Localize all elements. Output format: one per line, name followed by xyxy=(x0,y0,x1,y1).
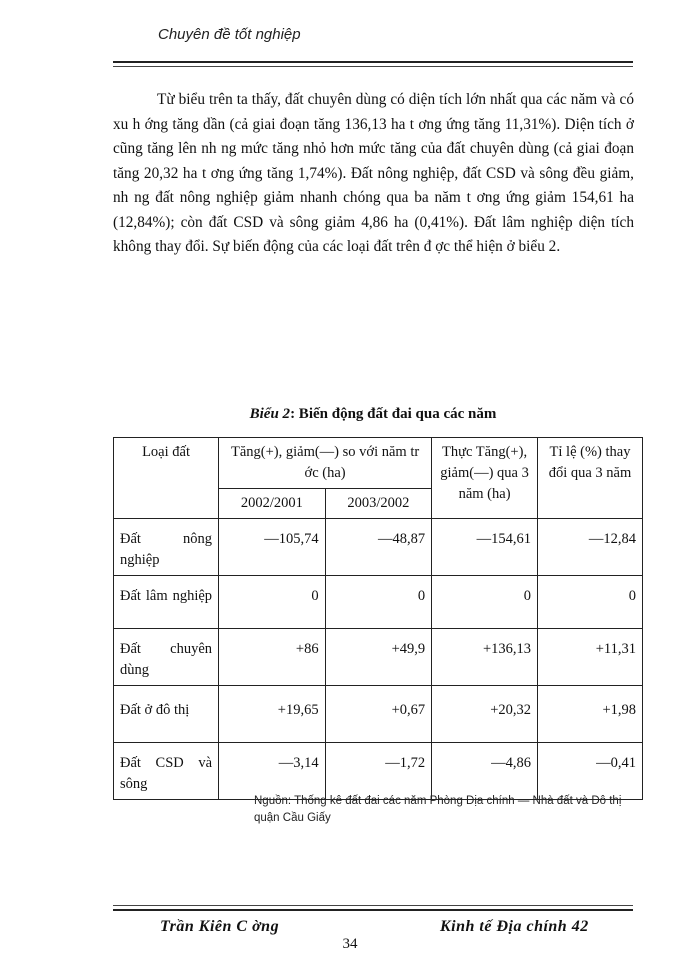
cell-y2: 0 xyxy=(325,576,432,629)
cell-total: +20,32 xyxy=(432,686,538,743)
cell-pct: +1,98 xyxy=(538,686,643,743)
source-note: Nguồn: Thống kê đất đai các năm Phòng Địa chính — Nhà đất và Đô thị quận Cầu Giấy xyxy=(254,795,622,824)
col-header-year1: 2002/2001 xyxy=(219,489,326,519)
table-row xyxy=(114,629,643,686)
cell-total: +136,13 xyxy=(432,629,538,686)
row-name: Đất CSD và sông xyxy=(114,743,219,800)
cell-y2: +49,9 xyxy=(325,629,432,686)
cell-y1: —105,74 xyxy=(219,519,326,576)
row-name: Đất ở đô thị xyxy=(114,686,219,743)
col-header-change-group: Tăng(+), giảm(—) so với năm tr ớc (ha) xyxy=(219,438,432,489)
table-row xyxy=(114,686,643,743)
cell-y2: +0,67 xyxy=(325,686,432,743)
col-header-year2: 2003/2002 xyxy=(325,489,432,519)
cell-pct: 0 xyxy=(538,576,643,629)
footer-rule xyxy=(113,909,633,911)
header-rule-thin xyxy=(113,66,633,67)
caption-text: : Biến động đất đai qua các năm xyxy=(290,406,497,422)
land-change-table xyxy=(113,437,643,800)
cell-total: —4,86 xyxy=(432,743,538,800)
body-paragraph: Từ biểu trên ta thấy, đất chuyên dùng có diện tích lớn nhất qua các năm và có xu h ớng tăng dần (cả giai đoạn tăng 136,13 ha t ơng ứng tăng 11,31%). Diện tích ở cũng tăng lên nh ng mức tăng nhỏ hơn mức tăng của đất chuyên dùng (cả giai đoạn tăng 20,32 ha t ơng ứng tăng 1,74%). Đất nông nghiệp, đất CSD và sông đều giảm, nh ng đất nông nghiệp giảm nhanh chóng qua ba năm t ơng ứng giảm 154,61 ha (12,84%); còn đất CSD và sông giảm 4,86 ha (0,41%). Đất lâm nghiệp diện tích không thay đổi. Sự biến động của các loại đất trên đ ợc thể hiện ở biểu 2. xyxy=(113,91,634,255)
col-header-actual: Thực Tăng(+), giảm(—) qua 3 năm (ha) xyxy=(432,438,538,519)
cell-pct: —12,84 xyxy=(538,519,643,576)
cell-pct: —0,41 xyxy=(538,743,643,800)
cell-y1: 0 xyxy=(219,576,326,629)
footer-author: Trần Kiên C ờng xyxy=(160,918,280,935)
table-row xyxy=(114,519,643,576)
col-header-ratio: Tỉ lệ (%) thay đổi qua 3 năm xyxy=(538,438,643,519)
table-row xyxy=(114,743,643,800)
footer-rule-thin xyxy=(113,905,633,906)
cell-y1: +19,65 xyxy=(219,686,326,743)
table-row xyxy=(114,576,643,629)
caption-label: Biểu 2 xyxy=(249,406,291,422)
page-number: 34 xyxy=(342,936,358,952)
cell-total: —154,61 xyxy=(432,519,538,576)
row-name: Đất nông nghiệp xyxy=(114,519,219,576)
row-name: Đất chuyên dùng xyxy=(114,629,219,686)
cell-y1: —3,14 xyxy=(219,743,326,800)
header-title: Chuyên đề tốt nghiệp xyxy=(158,26,301,43)
table-caption xyxy=(113,406,633,423)
cell-y1: +86 xyxy=(219,629,326,686)
header-rule xyxy=(113,61,633,63)
cell-y2: —1,72 xyxy=(325,743,432,800)
cell-y2: —48,87 xyxy=(325,519,432,576)
col-header-land-type: Loại đất xyxy=(114,438,219,519)
row-name: Đất lâm nghiệp xyxy=(114,576,219,629)
cell-total: 0 xyxy=(432,576,538,629)
cell-pct: +11,31 xyxy=(538,629,643,686)
footer-class: Kinh tế Địa chính 42 xyxy=(440,918,589,935)
